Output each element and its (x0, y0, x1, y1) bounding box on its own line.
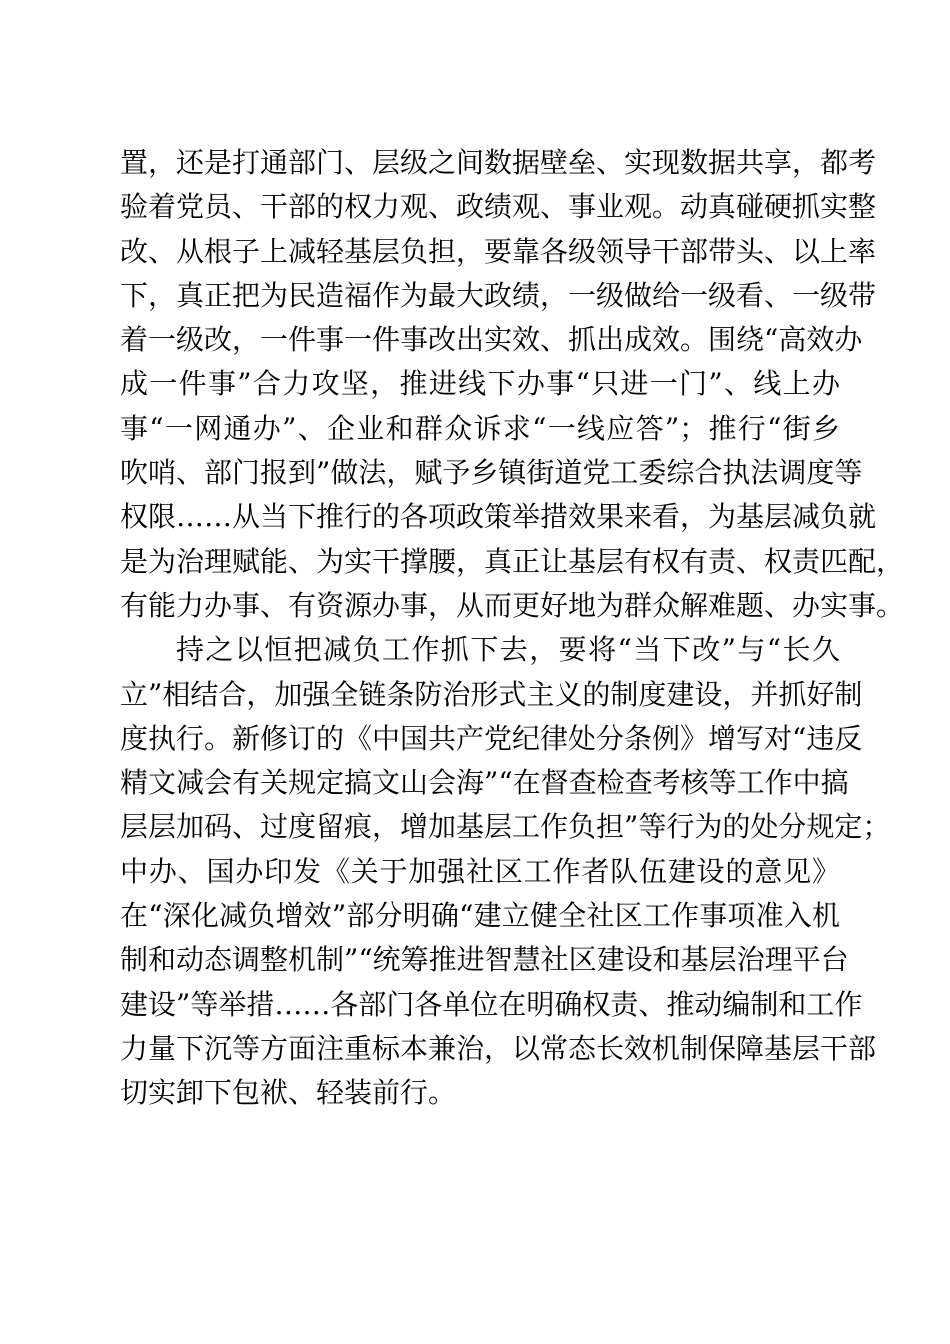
text-line: 验着党员、干部的权力观、政绩观、事业观。动真碰硬抓实整 (120, 190, 877, 224)
text-line: 制和动态调整机制”“统筹推进智慧社区建设和基层治理平台 (120, 943, 849, 977)
text-line: 持之以恒把减负工作抓下去，要将“当下改”与“长久 (176, 633, 840, 667)
text-line: 中办、国办印发《关于加强社区工作者队伍建设的意见》 (120, 854, 840, 888)
text-line: 事“一网通办”、企业和群众诉求“一线应答”；推行“街乡 (120, 411, 840, 445)
text-line: 度执行。新修订的《中国共产党纪律处分条例》增写对“违反 (120, 721, 863, 755)
text-line: 力量下沉等方面注重标本兼治，以常态长效机制保障基层干部 (120, 1031, 877, 1065)
text-line: 成一件事”合力攻坚，推进线下办事“只进一门”、线上办 (120, 367, 840, 401)
text-line: 层层加码、过度留痕，增加基层工作负担”等行为的处分规定； (120, 810, 891, 844)
text-line: 置，还是打通部门、层级之间数据壁垒、实现数据共享，都考 (120, 146, 877, 179)
paragraph-2 (120, 628, 891, 1115)
text-line: 改、从根子上减轻基层负担，要靠各级领导干部带头、以上率 (120, 234, 877, 268)
text-line: 着一级改，一件事一件事改出实效、抓出成效。围绕“高效办 (120, 323, 863, 357)
paragraph-1 (120, 141, 905, 628)
text-line: 下，真正把为民造福作为最大政绩，一级做给一级看、一级带 (120, 278, 877, 312)
text-line: 是为治理赋能、为实干撑腰，真正让基层有权有责、权责匹配， (120, 544, 905, 578)
text-line: 精文减会有关规定搞文山会海”“在督查检查考核等工作中搞 (120, 766, 849, 800)
text-line: 切实卸下包袱、轻装前行。 (120, 1076, 457, 1110)
text-line: 有能力办事、有资源办事，从而更好地为群众解难题、办实事。 (120, 588, 905, 622)
text-line: 立”相结合，加强全链条防治形式主义的制度建设，并抓好制 (120, 677, 863, 711)
text-line: 在“深化减负增效”部分明确“建立健全社区工作事项准入机 (120, 899, 840, 933)
text-line: 权限……从当下推行的各项政策举措效果来看，为基层减负就 (120, 500, 877, 534)
text-line: 吹哨、部门报到”做法，赋予乡镇街道党工委综合执法调度等 (120, 456, 863, 490)
text-line: 建设”等举措……各部门各单位在明确权责、推动编制和工作 (120, 987, 863, 1021)
body-text (120, 141, 905, 1116)
